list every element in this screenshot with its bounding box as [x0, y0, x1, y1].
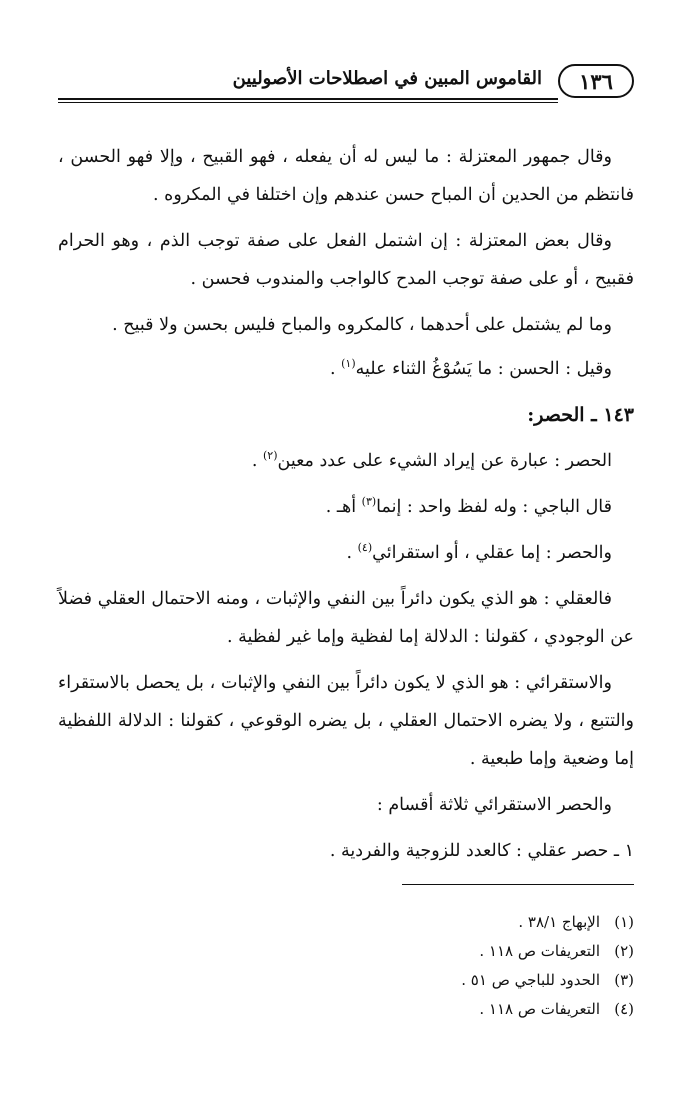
paragraph-text: وقيل : الحسن : ما يَسُوْغُ الثناء عليه: [355, 359, 612, 379]
paragraph: والحصر الاستقرائي ثلاثة أقسام :: [376, 795, 612, 815]
paragraph-end: .: [329, 359, 342, 379]
paragraph: وقال بعض المعتزلة : إن اشتمل الفعل على صفة توجب الذم ، وهو الحرام فقبيح ، أو على صفة توجب المدح كالواجب والمندوب فحسن .: [58, 231, 634, 289]
footnote-text: الإبهاج ٣٨/١ .: [518, 913, 600, 931]
footnote: [58, 937, 634, 966]
footnote: [58, 908, 634, 937]
paragraph: وما لم يشتمل على أحدهما ، كالمكروه والمباح فليس بحسن ولا قبيح .: [112, 315, 612, 335]
main-text: [58, 138, 634, 878]
paragraph-end: .: [346, 543, 358, 563]
paragraph: فالعقلي : هو الذي يكون دائراً بين النفي والإثبات ، ومنه الاحتمال العقلي فضلاً عن الوجودي ، كقولنا : الدلالة إما لفظية وإما غير لفظية .: [58, 589, 634, 647]
footnote: [58, 995, 634, 1024]
footnote-text: الحدود للباجي ص ٥١ .: [461, 971, 600, 989]
footnote-number: (١): [614, 913, 634, 931]
paragraph-text: الحصر : عبارة عن إيراد الشيء على عدد معين: [277, 451, 612, 471]
footnote-text: التعريفات ص ١١٨ .: [479, 1000, 600, 1018]
list-item: ١ ـ حصر عقلي : كالعدد للزوجية والفردية .: [329, 841, 634, 861]
paragraph: والاستقرائي : هو الذي لا يكون دائراً بين النفي والإثبات ، بل يحصل بالاستقراء والتتبع ، ولا يضره الاحتمال العقلي ، بل يضره الوقوعي ، كقولنا : الدلالة اللفظية إما وضعية وإما طبعية .: [58, 673, 634, 769]
footnote-number: (٣): [614, 971, 634, 989]
footnote-ref: (١): [341, 357, 356, 371]
book-title: القاموس المبين في اصطلاحات الأصوليين: [232, 68, 542, 89]
paragraph: [58, 488, 634, 526]
footnote-ref: (٤): [357, 541, 373, 555]
paragraph-text: والحصر : إما عقلي ، أو استقرائي: [372, 543, 612, 563]
paragraph-end: أهـ .: [325, 497, 362, 517]
paragraph: [58, 442, 634, 480]
header-rule: [58, 98, 558, 100]
paragraph: [58, 350, 634, 388]
page-number: ١٣٦: [558, 64, 634, 98]
footnote-ref: (٢): [263, 449, 278, 463]
paragraph: وقال جمهور المعتزلة : ما ليس له أن يفعله ، فهو القبيح ، وإلا فهو الحسن ، فانتظم من الحدين أن المباح حسن عندهم وإن اختلفا في المكروه .: [58, 147, 634, 205]
paragraph-end: .: [251, 451, 263, 471]
footnote-number: (٢): [614, 942, 634, 960]
header-rule-thin: [58, 102, 558, 103]
footnote-number: (٤): [614, 1000, 634, 1018]
section-heading: ١٤٣ ـ الحصر:: [527, 404, 634, 426]
footnotes: [58, 908, 634, 1024]
footnote-ref: (٣): [361, 495, 377, 509]
running-header: [58, 56, 634, 108]
footnote: [58, 966, 634, 995]
footnote-text: التعريفات ص ١١٨ .: [479, 942, 600, 960]
footnote-separator: [402, 884, 634, 885]
paragraph-text: قال الباجي : وله لفظ واحد : إنما: [376, 497, 612, 517]
paragraph: [58, 534, 634, 572]
